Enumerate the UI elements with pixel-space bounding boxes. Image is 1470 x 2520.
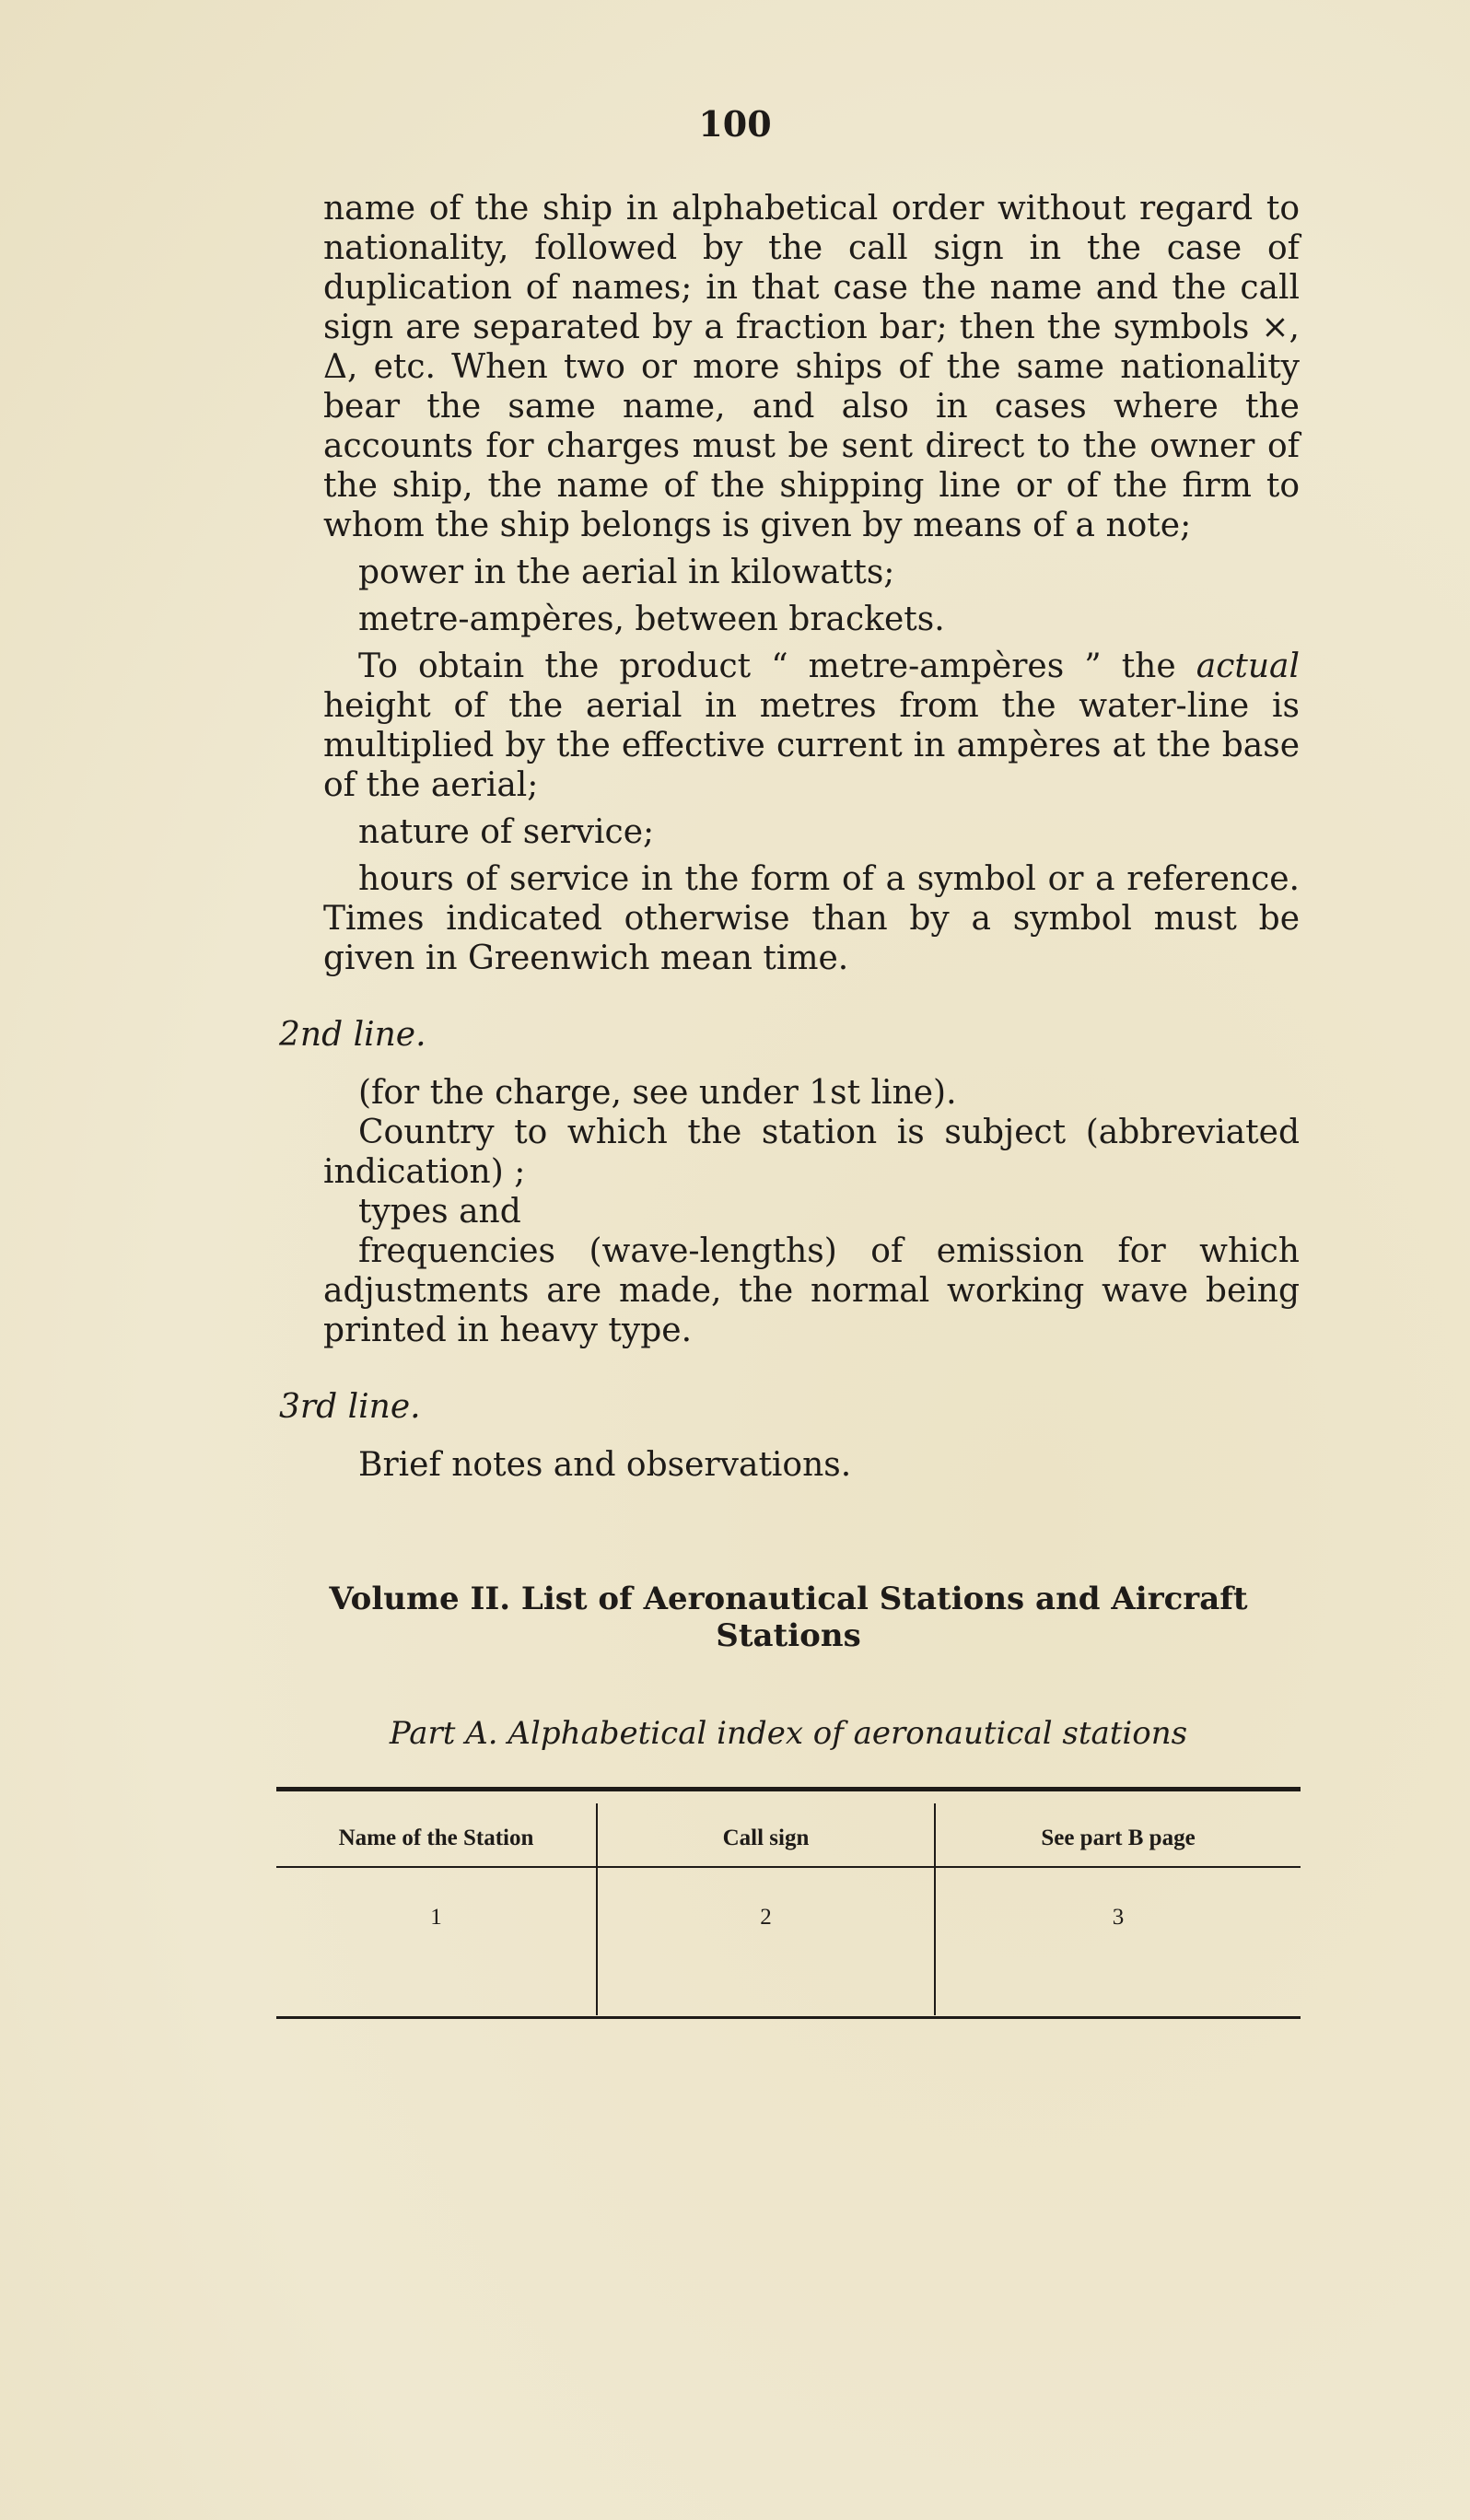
table-header-page: See part B page: [1041, 1826, 1196, 1850]
table-top-rule: [276, 1787, 1301, 1791]
part-title: Part A. Alphabetical index of aeronautical stations: [389, 1715, 1188, 1752]
volume-heading-line2: Stations: [716, 1617, 861, 1654]
table-cell: 2: [760, 1905, 772, 1930]
paragraph-metre-amperes: metre-ampères, between brackets.: [358, 601, 945, 638]
line2-item: (for the charge, see under 1st line).: [358, 1074, 957, 1112]
paragraph-power: power in the aerial in kilowatts;: [358, 554, 895, 591]
table-header-name: Name of the Station: [338, 1826, 534, 1850]
line2-item: frequencies (wave-lengths) of emission for which adjustments are made, the normal working wave being printed in heavy type.: [323, 1232, 1300, 1349]
table-cell: 3: [1112, 1905, 1125, 1930]
table-header-call-sign: Call sign: [722, 1826, 810, 1850]
paragraph-hours: hours of service in the form of a symbol or a reference. Times indicated otherwise than by a symbol must be given in Greenwich mean time.: [323, 860, 1300, 977]
paragraph-product: To obtain the product “ metre-ampères ” the actual height of the aerial in metres from the water-line is multiplied by the effective current in ampères at the base of the aerial;: [323, 648, 1300, 804]
paragraph-nature: nature of service;: [358, 813, 655, 851]
line3-item: Brief notes and observations.: [358, 1446, 852, 1484]
table-cell: 1: [430, 1905, 442, 1930]
volume-heading-line1: Volume II. List of Aeronautical Stations and Aircraft: [329, 1581, 1248, 1617]
line2-heading: 2nd line.: [279, 1016, 426, 1054]
table-header-rule: [276, 1866, 1301, 1868]
paragraph-ship-name: name of the ship in alphabetical order without regard to nationality, followed by the call sign in the case of duplication of names; in that case the name and the call sign are separated by a fraction bar; then the symbols ×, Δ, etc. When two or more ships of the same nationality bear the same name, and also in cases where the accounts for charges must be sent direct to the owner of the ship, the name of the shipping line or of the firm to whom the ship belongs is given by means of a note;: [323, 190, 1300, 544]
line2-item: types and: [358, 1193, 521, 1231]
page-number: 100: [698, 103, 772, 145]
line2-item: Country to which the station is subject (abbreviated indication) ;: [323, 1114, 1300, 1191]
body-text-block: [279, 189, 1300, 1485]
table-bottom-rule: [276, 2016, 1301, 2019]
volume-heading: [276, 1581, 1301, 1654]
line3-heading: 3rd line.: [279, 1388, 421, 1426]
